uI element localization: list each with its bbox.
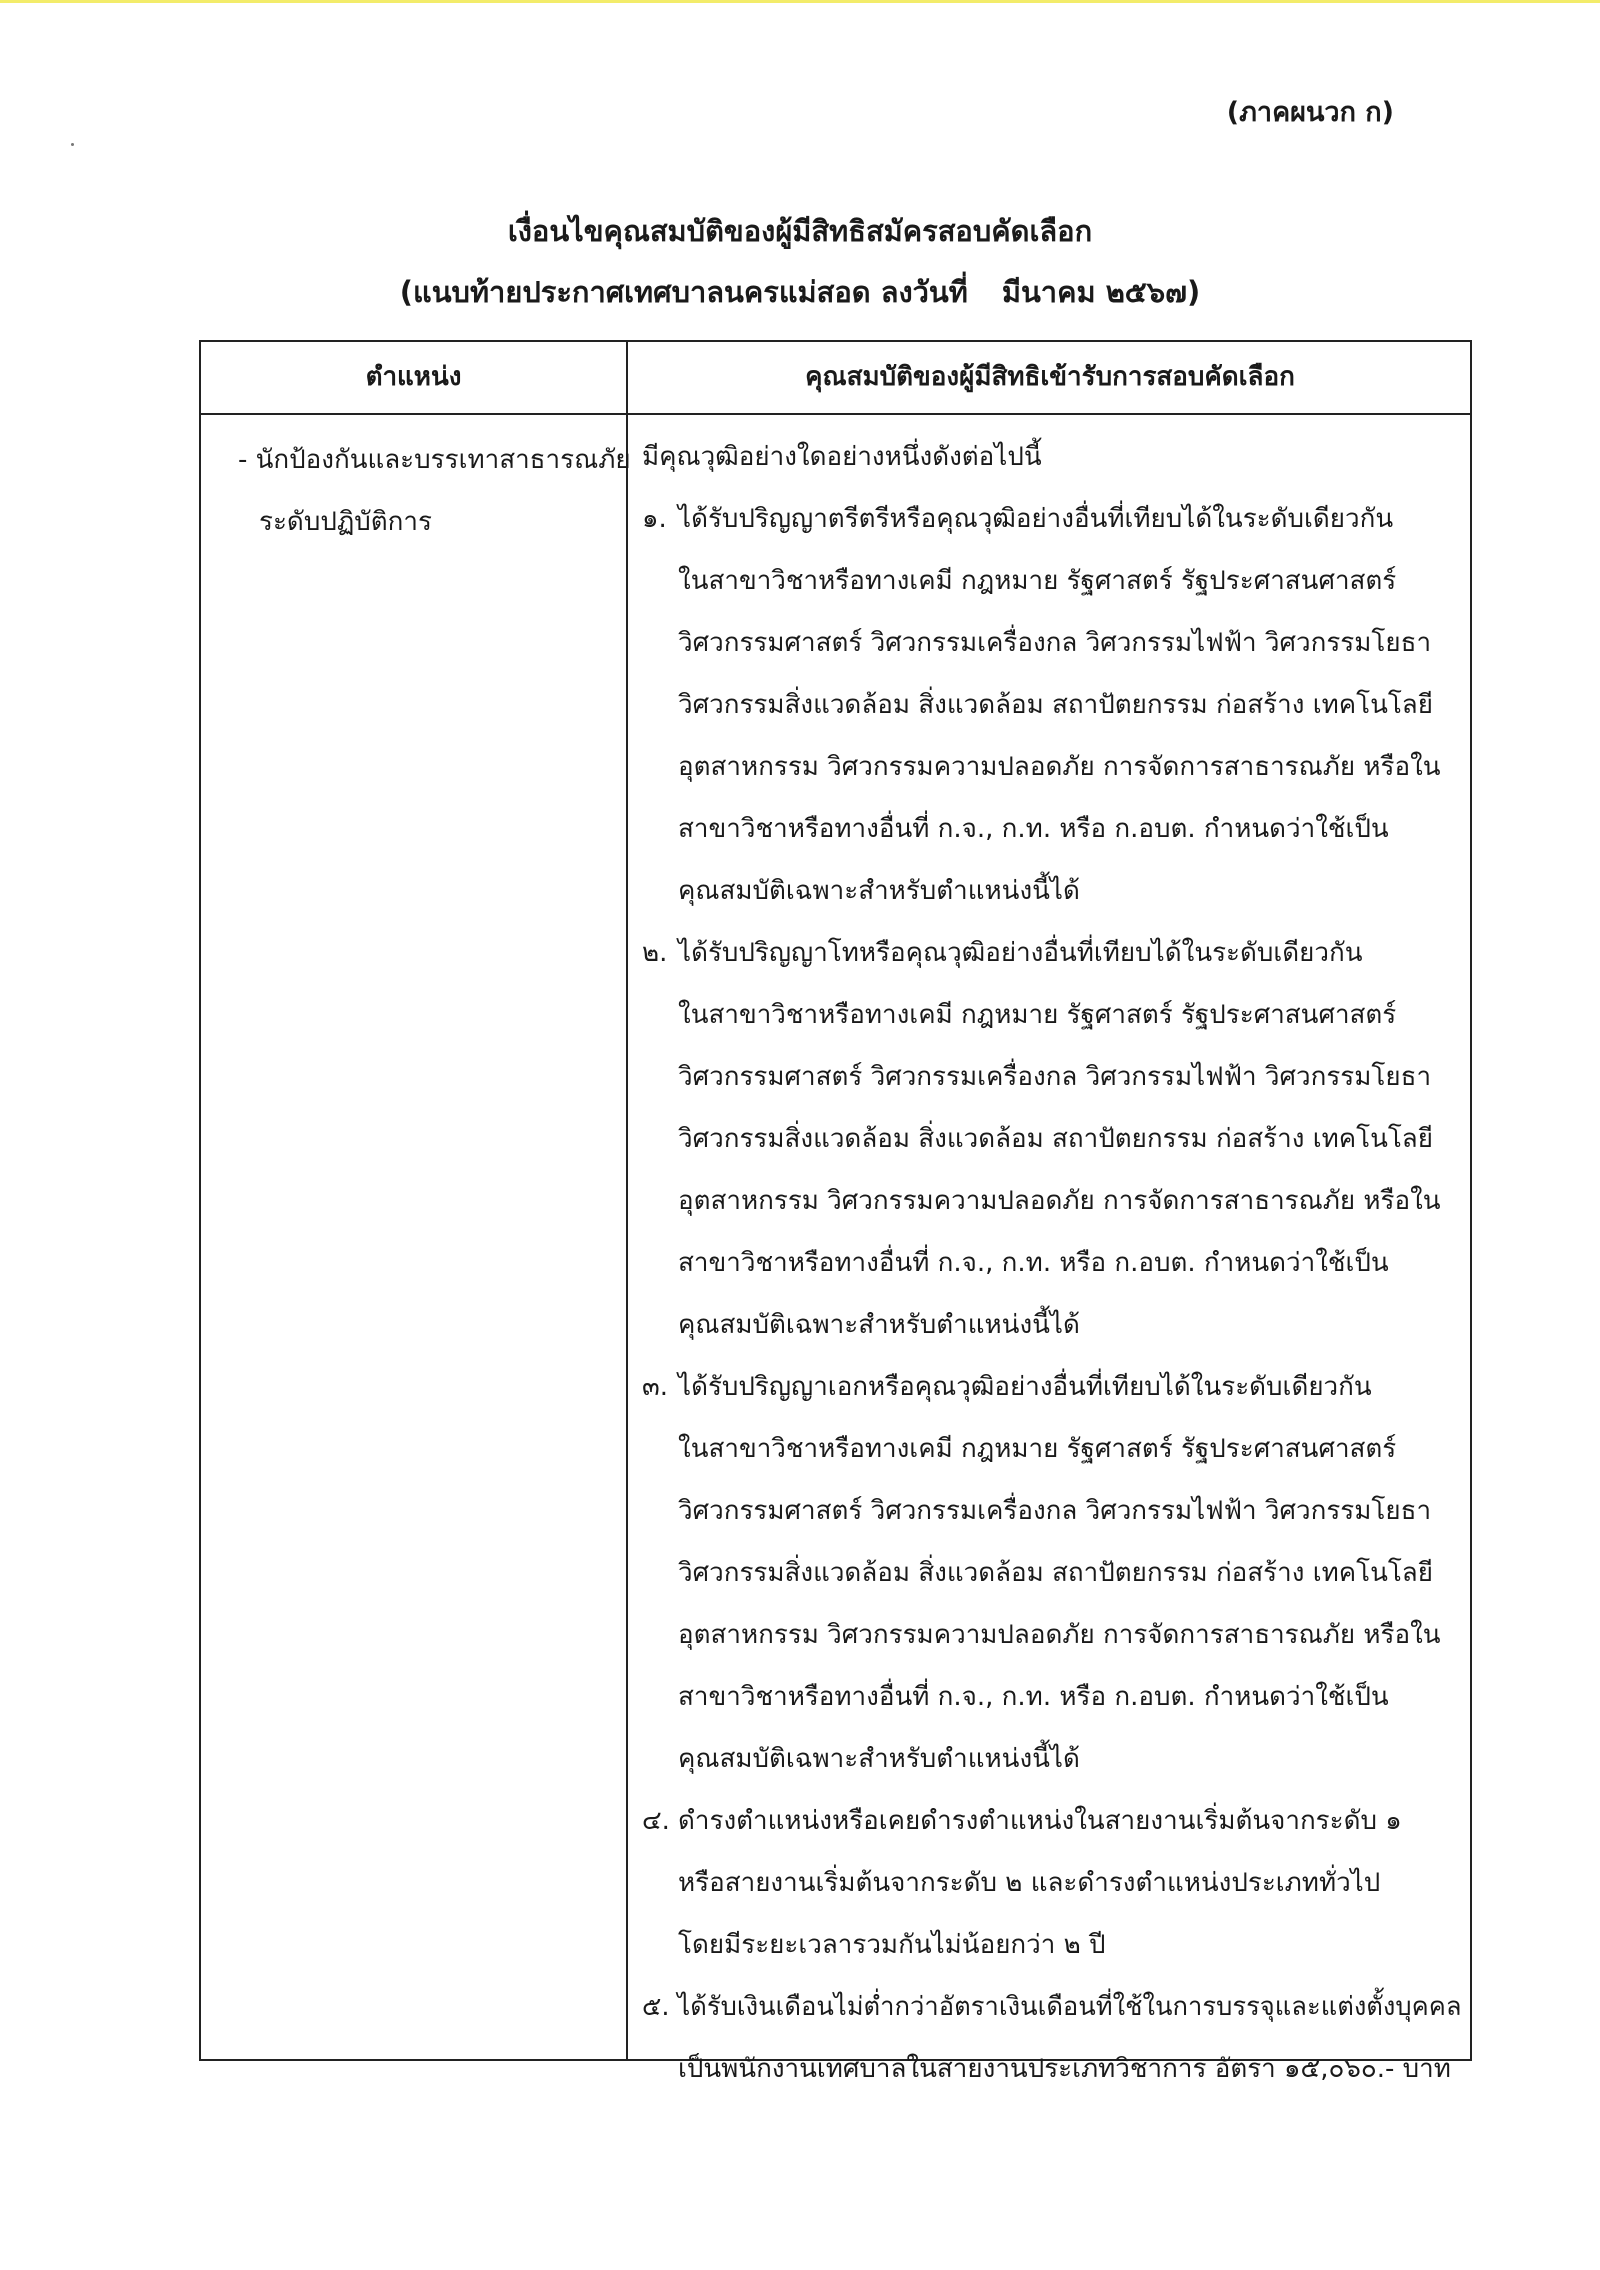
item-line: วิศวกรรมศาสตร์ วิศวกรรมเครื่องกล วิศวกรรมไฟฟ้า วิศวกรรมโยธา	[678, 1496, 1432, 1526]
item-line: หรือสายงานเริ่มต้นจากระดับ ๒ และดำรงตำแหน่งประเภททั่วไป	[678, 1868, 1381, 1898]
item-line: คุณสมบัติเฉพาะสำหรับตำแหน่งนี้ได้	[678, 1744, 1080, 1774]
item-number: ๕.	[642, 1992, 670, 2022]
qualification-item	[642, 1367, 1372, 1407]
item-line: วิศวกรรมศาสตร์ วิศวกรรมเครื่องกล วิศวกรรมไฟฟ้า วิศวกรรมโยธา	[678, 628, 1432, 658]
qualification-item	[642, 1987, 1462, 2027]
subtitle-part-a: (แนบท้ายประกาศเทศบาลนครแม่สอด ลงวันที่	[399, 275, 968, 309]
item-text: ได้รับปริญญาโทหรือคุณวุฒิอย่างอื่นที่เทียบได้ในระดับเดียวกัน	[678, 938, 1363, 968]
item-text: ดำรงตำแหน่งหรือเคยดำรงตำแหน่งในสายงานเริ่มต้นจากระดับ ๑	[678, 1806, 1402, 1836]
item-line: อุตสาหกรรม วิศวกรรมความปลอดภัย การจัดการสาธารณภัย หรือใน	[678, 752, 1441, 782]
qualification-item	[642, 1801, 1402, 1841]
scan-speck	[71, 143, 74, 146]
item-line: คุณสมบัติเฉพาะสำหรับตำแหน่งนี้ได้	[678, 1310, 1080, 1340]
item-line: ในสาขาวิชาหรือทางเคมี กฎหมาย รัฐศาสตร์ รัฐประศาสนศาสตร์	[678, 1000, 1397, 1030]
item-line: วิศวกรรมสิ่งแวดล้อม สิ่งแวดล้อม สถาปัตยกรรม ก่อสร้าง เทคโนโลยี	[678, 1558, 1433, 1588]
item-text: ได้รับปริญญาเอกหรือคุณวุฒิอย่างอื่นที่เทียบได้ในระดับเดียวกัน	[678, 1372, 1372, 1402]
item-line: คุณสมบัติเฉพาะสำหรับตำแหน่งนี้ได้	[678, 876, 1080, 906]
item-line: วิศวกรรมสิ่งแวดล้อม สิ่งแวดล้อม สถาปัตยกรรม ก่อสร้าง เทคโนโลยี	[678, 690, 1433, 720]
qualification-item	[642, 933, 1363, 973]
item-line: สาขาวิชาหรือทางอื่นที่ ก.จ., ก.ท. หรือ ก.อบต. กำหนดว่าใช้เป็น	[678, 1248, 1389, 1278]
appendix-label: (ภาคผนวก ก)	[1226, 97, 1394, 128]
item-number: ๔.	[642, 1806, 670, 1836]
document-subtitle	[0, 269, 1600, 315]
item-line: อุตสาหกรรม วิศวกรรมความปลอดภัย การจัดการสาธารณภัย หรือใน	[678, 1186, 1441, 1216]
qualification-table	[199, 340, 1472, 2084]
item-line: โดยมีระยะเวลารวมกันไม่น้อยกว่า ๒ ปี	[678, 1930, 1106, 1960]
item-line: สาขาวิชาหรือทางอื่นที่ ก.จ., ก.ท. หรือ ก.อบต. กำหนดว่าใช้เป็น	[678, 814, 1389, 844]
item-number: ๒.	[642, 938, 668, 968]
column-divider	[626, 342, 628, 2059]
item-line: อุตสาหกรรม วิศวกรรมความปลอดภัย การจัดการสาธารณภัย หรือใน	[678, 1620, 1441, 1650]
header-qualification: คุณสมบัติของผู้มีสิทธิเข้ารับการสอบคัดเลือก	[805, 362, 1295, 392]
table-header-row	[201, 342, 1470, 415]
item-line: ในสาขาวิชาหรือทางเคมี กฎหมาย รัฐศาสตร์ รัฐประศาสนศาสตร์	[678, 1434, 1397, 1464]
qualification-intro: มีคุณวุฒิอย่างใดอย่างหนึ่งดังต่อไปนี้	[642, 442, 1042, 472]
item-line: สาขาวิชาหรือทางอื่นที่ ก.จ., ก.ท. หรือ ก.อบต. กำหนดว่าใช้เป็น	[678, 1682, 1389, 1712]
top-color-strip	[0, 0, 1600, 3]
item-line: เป็นพนักงานเทศบาลในสายงานประเภทวิชาการ อัตรา ๑๕,๐๖๐.- บาท	[678, 2054, 1451, 2084]
item-number: ๓.	[642, 1372, 669, 1402]
subtitle-part-b: มีนาคม ๒๕๖๗)	[1001, 275, 1201, 309]
item-text: ได้รับปริญญาตรีตรีหรือคุณวุฒิอย่างอื่นที่เทียบได้ในระดับเดียวกัน	[678, 504, 1394, 534]
item-line: ในสาขาวิชาหรือทางเคมี กฎหมาย รัฐศาสตร์ รัฐประศาสนศาสตร์	[678, 566, 1397, 596]
position-name: - นักป้องกันและบรรเทาสาธารณภัย	[238, 445, 631, 475]
item-line: วิศวกรรมสิ่งแวดล้อม สิ่งแวดล้อม สถาปัตยกรรม ก่อสร้าง เทคโนโลยี	[678, 1124, 1433, 1154]
position-level: ระดับปฏิบัติการ	[259, 507, 432, 537]
document-title: เงื่อนไขคุณสมบัติของผู้มีสิทธิสมัครสอบคัดเลือก	[507, 214, 1093, 248]
item-text: ได้รับเงินเดือนไม่ต่ำกว่าอัตราเงินเดือนที่ใช้ในการบรรจุและแต่งตั้งบุคคล	[677, 1992, 1462, 2022]
item-line: วิศวกรรมศาสตร์ วิศวกรรมเครื่องกล วิศวกรรมไฟฟ้า วิศวกรรมโยธา	[678, 1062, 1432, 1092]
qualification-item	[642, 499, 1393, 539]
item-number: ๑.	[642, 504, 667, 534]
header-position: ตำแหน่ง	[365, 362, 462, 392]
